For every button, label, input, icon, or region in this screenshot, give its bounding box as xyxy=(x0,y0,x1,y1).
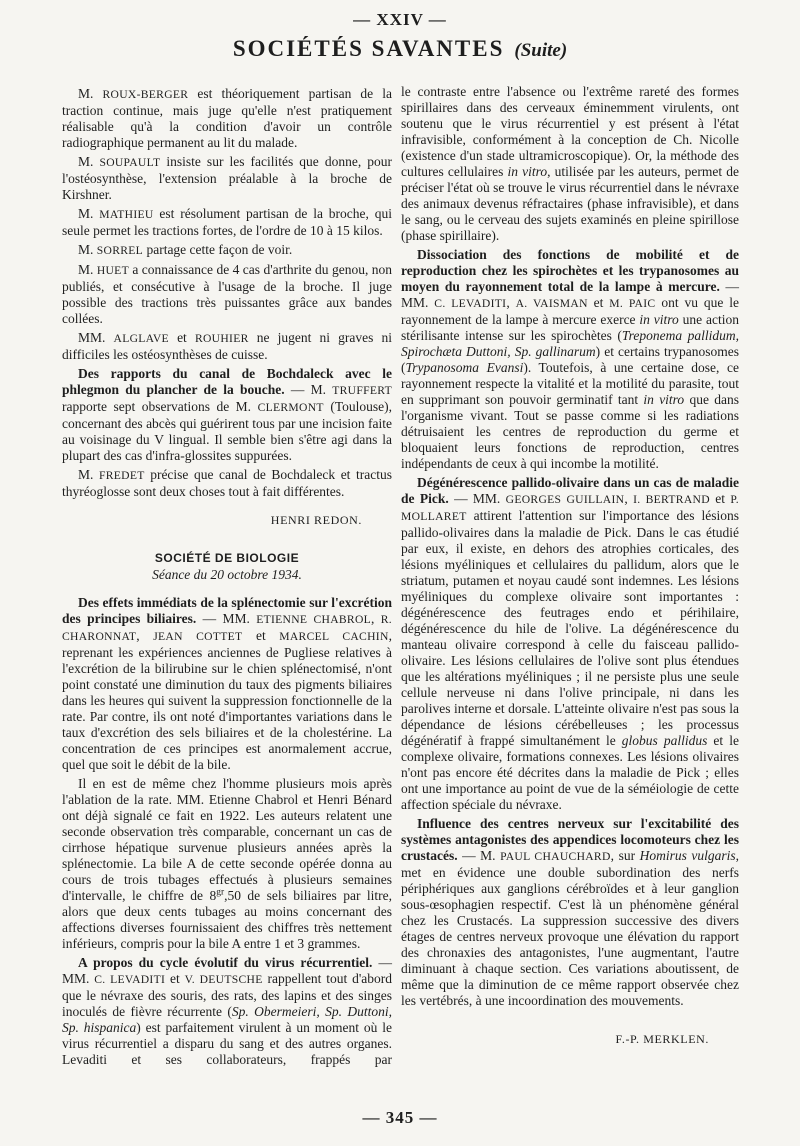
author-name: FREDET xyxy=(98,469,145,482)
text-run: que dans l'organisme vivant. Tout se passe comme si les radiations détruisaient les centres de reproduction du germe et bloquaient leurs fonctions de reproduction, centres indépendants de ceux à qui incombe la motilité. xyxy=(401,392,739,471)
author-name: C. LEVADITI xyxy=(94,973,166,986)
text-run: est théoriquement partisan de la traction continue, mais juge qu'elle n'est pratiquement réalisable qu'à la condition d'avoir un contrôle radiographique permanent au lit du malade. xyxy=(62,86,392,150)
paragraph xyxy=(62,86,392,151)
author-name: HUET xyxy=(96,264,129,277)
paragraph xyxy=(62,366,392,464)
text-run: précise que canal de Bochdaleck et tractus thyréoglosse sont deux choses tout à fait différentes. xyxy=(62,467,392,499)
text-run: ). Toutefois, à une certaine dose, ce rayonnement respecte la vitalité et la motilité du parasite, tout en supprimant son pouvoir germinatif tant xyxy=(401,360,739,407)
author-name: I. BERTRAND xyxy=(633,493,710,506)
author-name: TRUFFERT xyxy=(332,384,392,397)
text-run: et xyxy=(587,295,610,310)
author-name: SORREL xyxy=(96,244,144,257)
author-name: R. CHARONNAT xyxy=(62,613,393,643)
author-signature: HENRI REDON. xyxy=(270,513,362,527)
text-run: M. xyxy=(78,86,103,101)
text-run: , xyxy=(371,611,381,626)
text-run: , xyxy=(624,491,634,506)
society-title: SOCIÉTÉ DE BIOLOGIE xyxy=(154,551,300,565)
author-name: MATHIEU xyxy=(99,208,154,221)
text-run: , utilisée par les auteurs, permet de préciser l'état où se trouve le virus récurrentiel dans le névraxe des animaux devenus réfractaires (phase infravisible), et dans le sang, ou le cerveau des sujets examinés en pleine spirillose (phase spirillaire). xyxy=(401,164,739,243)
text-run: insiste sur les facilités que donne, pour l'ostéosynthèse, l'extension préalable à la broche de Kirshner. xyxy=(62,154,392,202)
paragraph xyxy=(62,206,392,239)
text-run: ,50 de sels biliaires par litre, alors que deux cents tubages au moins concernant des affections diverses fournissaient des chiffres très nettement inférieurs, compris pour la bile A entre 1 et 3 grammes. xyxy=(62,888,392,951)
text-run: rapporte sept observations de M. xyxy=(62,399,258,414)
text-run: M. xyxy=(78,206,100,221)
communication-title: Des rapports du canal de Bochdaleck avec le phlegmon du plancher de la bouche. xyxy=(62,366,392,397)
communication-title: Dégénérescence pallido-olivaire dans un cas de maladie de Pick. xyxy=(401,475,739,506)
paragraph xyxy=(62,154,392,203)
latin-term: Sp. Obermeieri, Sp. Duttoni, Sp. hispanica xyxy=(62,1004,392,1035)
paragraph xyxy=(401,475,739,813)
text-run: — M. xyxy=(284,382,333,397)
paragraph xyxy=(62,595,392,773)
paragraph xyxy=(401,816,739,1009)
left-column xyxy=(62,86,392,1071)
text-run: ) et certains trypanosomes ( xyxy=(401,344,739,375)
text-run: , met en évidence une double subordination des nerfs périphériques aux ganglions cérébroïdes et à leur ganglion sous-œsophagien respectif. C'est là un phénomène général chez les Crustacés. La suppression successive des divers étages de centres nerveux provoque une élévation du rapport des chronaxies des antagonistes, l'une augmentant, l'autre diminuant à chaque section. Ces variations aboutissent, de même que la diminution de ce même rapport observée chez les vertébrés, à une incoordination des mouvements. xyxy=(401,848,739,1008)
text-run: partage cette façon de voir. xyxy=(143,242,293,257)
author-name: JEAN COTTET xyxy=(153,630,243,643)
text-run: M. xyxy=(78,242,97,257)
section-heading: SOCIÉTÉS SAVANTES xyxy=(232,36,505,61)
latin-term: Treponema pallidum, Spirochæta Duttoni, Sp. gallinarum xyxy=(401,328,739,359)
text-run: — MM. xyxy=(448,491,506,506)
communication-title: A propos du cycle évolutif du virus récurrentiel. xyxy=(78,955,373,970)
text-run: MM. xyxy=(78,330,114,345)
author-name: GEORGES GUILLAIN xyxy=(505,493,625,506)
author-name: MARCEL CACHIN xyxy=(279,630,389,643)
page-title xyxy=(0,36,800,62)
author-name: ETIENNE CHABROL xyxy=(256,613,372,626)
text-run: a connaissance de 4 cas d'arthrite du genou, non publiés, et consécutive à l'usage de la broche. Il juge possible des tractions très puissantes grâce aux bandes collées. xyxy=(62,262,392,326)
text-run: M. xyxy=(78,154,100,169)
author-name: M. PAIC xyxy=(609,297,656,310)
author-name: SOUPAULT xyxy=(99,156,161,169)
author-signature: F.-P. MERKLEN. xyxy=(615,1032,709,1046)
text-run: M. xyxy=(78,467,99,482)
page-number: — 345 — xyxy=(362,1108,438,1127)
section-heading-suffix: (Suite) xyxy=(514,40,568,61)
text-run: est résolument partisan de la broche, qui seule permet les tractions fortes, de l'ordre de 10 à 15 kilos. xyxy=(62,206,392,238)
author-name: PAUL CHAUCHARD xyxy=(500,850,611,863)
author-name: ROUX-BERGER xyxy=(102,88,189,101)
text-run: et xyxy=(165,971,185,986)
text-run: (Toulouse), concernant des abcès qui guérirent tous par une incision faite au voisinage du V lingual. Il semble bien s'être agi dans la plupart des cas d'infra-glossites suppurées. xyxy=(62,399,392,463)
latin-term: in vitro xyxy=(639,312,679,327)
paragraph xyxy=(62,242,392,259)
communication-title: Influence des centres nerveux sur l'excitabilité des systèmes antagonistes des appendices locomoteurs chez les crustacés. xyxy=(401,816,739,863)
text-run: — MM. xyxy=(401,279,739,310)
paragraph xyxy=(62,776,392,952)
author-name: A. VAISMAN xyxy=(515,297,588,310)
author-name: C. LEVADITI xyxy=(434,297,507,310)
paragraph xyxy=(62,955,392,1068)
right-column xyxy=(401,84,739,1069)
text-run: , xyxy=(506,295,516,310)
paragraph xyxy=(62,467,392,500)
paragraph xyxy=(62,262,392,327)
text-run: et xyxy=(168,330,195,345)
text-run: une action stérilisante intense sur les spirochètes ( xyxy=(401,312,740,343)
latin-term: Trypanosoma Evansi xyxy=(405,360,524,375)
latin-term: in vitro xyxy=(643,392,685,407)
text-run: et le complexe olivaire, formations connexes. Les lésions olivaires n'ont pas encore été décrites dans la maladie de Pick ; elles ont une importance au point de vue de la séméiologie de cette affection spéciale du névraxe. xyxy=(401,733,739,812)
latin-term: in vitro xyxy=(507,164,548,179)
unit-superscript: gr xyxy=(216,887,225,898)
author-name: CLERMONT xyxy=(257,401,324,414)
text-run: , reprenant les expériences anciennes de Pugliese relatives à l'excrétion de la bilirubine sur le chien splénectomisé, n'ont point constaté une diminution du taux des pigments biliaires dans les heures qui suivent la suppression fonctionnelle de la rate. Par contre, ils ont noté d'importantes variations dans le taux d'excrétion des sels biliaires et de la cholestérine. La concentration de ces principes est anormalement accrue, quel que soit le débit de la bile. xyxy=(62,628,393,772)
session-date: Séance du 20 octobre 1934. xyxy=(152,567,302,582)
text-run: M. xyxy=(78,262,97,277)
author-name: ALGLAVE xyxy=(113,332,169,345)
text-run: le contraste entre l'absence ou l'extrême rareté des formes spirillaires dans des cerveaux éminemment virulents, ont soutenu que le virus récurrentiel y est présent à l'état infravisible, conformément à la conception de Ch. Nicolle (existence d'un stade ultramicroscopique). Or, la méthode des cultures cellulaires xyxy=(401,84,739,179)
text-run: Il en est de même chez l'homme plusieurs mois après l'ablation de la rate. MM. Etienne Chabrol et Henri Bénard ont déjà signalé ce fait en 1922. Les auteurs relatent une seconde observation très comparable, concernant un cas de cirrhose hépatique survenue plusieurs années après la splénectomie. La bile A de cette seconde opérée donna au cours de trois tubages effectués à plusieurs semaines d'intervalle, le chiffre de 8 xyxy=(62,776,392,903)
text-run: ) est parfaitement virulent à un moment où le virus récurrentiel a disparu du sang et des autres organes. Levaditi et ses collaborateurs, frappés par xyxy=(62,1020,392,1067)
paragraph xyxy=(401,247,739,472)
text-run: — MM. xyxy=(196,611,257,626)
author-name: ROUHIER xyxy=(194,332,249,345)
text-run: , xyxy=(136,628,154,643)
paragraph xyxy=(401,84,739,244)
text-run: et xyxy=(709,491,731,506)
text-run: — M. xyxy=(457,848,501,863)
author-name: V. DEUTSCHE xyxy=(184,973,263,986)
communication-title: Dissociation des fonctions de mobilité et de reproduction chez les spirochètes et les trypanosomes au moyen du rayonnement total de la lampe à mercure. xyxy=(401,247,739,294)
text-run: et xyxy=(242,628,280,643)
text-run: — MM. xyxy=(62,955,392,986)
paragraph xyxy=(62,330,392,363)
latin-term: Homirus vulgaris xyxy=(639,848,736,863)
roman-page-number: — XXIV — xyxy=(353,10,447,29)
text-run: rappellent tout d'abord que le névraxe des souris, des rats, des lapins et des singes inoculés de fièvre récurrente ( xyxy=(62,971,392,1019)
text-run: ont vu que le rayonnement de la lampe à mercure exerce xyxy=(401,295,739,327)
communication-title: Des effets immédiats de la splénectomie sur l'excrétion des principes biliaires. xyxy=(62,595,392,626)
latin-term: globus pallidus xyxy=(621,733,708,748)
text-run: ne jugent ni graves ni difficiles les ostéosynthèses de cuisse. xyxy=(62,330,392,362)
author-name: P. MOLLARET xyxy=(401,493,740,523)
text-run: attirent l'attention sur l'importance des lésions pallido-olivaires dans la maladie de Pick. Dans le cas étudié par eux, il existe, en dehors des atrophies corticales, des lésions myéliniques et cellulaires du pallidum, alors que le striatum, putamen et noyau caudé sont indemnes. Les lésions myéliniques du complexe olivaire sont importantes : dégénérescence des feutrages endo et périhilaire, dégénérescence du hile de l'olive. La dégénérescence du manteau olivaire correspond à celle du faisceau pallido-olivaire. Les lésions cellulaires de l'olive sont plus étendues que les altérations myéliniques ; il ne persiste plus une seule cellule nerveuse ni dans l'olive principale, ni dans les parolives interne et dorsale. L'atteinte olivaire n'est pas sous la dépendance de lésions cérébelleuses ; les processus dégénératif à frappé simultanément le xyxy=(401,508,739,748)
text-run: , sur xyxy=(610,848,640,863)
